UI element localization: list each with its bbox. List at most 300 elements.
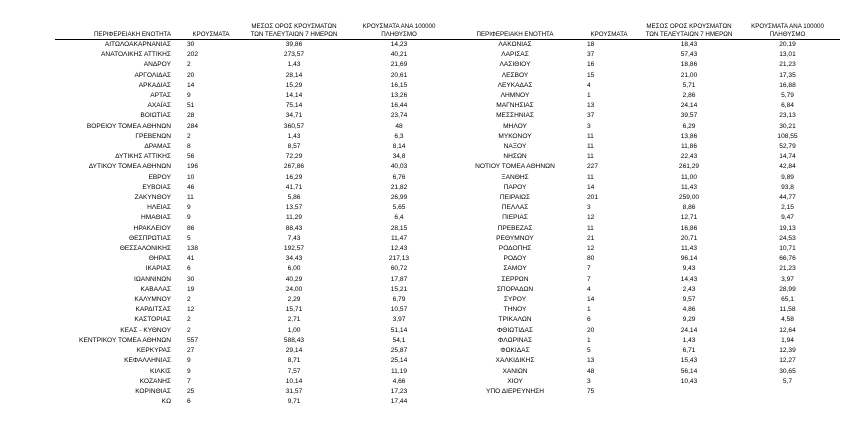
table-row: [455, 40, 840, 51]
per100k-cell: 48: [395, 122, 403, 130]
table-row: [55, 346, 455, 356]
avg7-cell: 12,71: [680, 214, 698, 222]
per100k-cell: 14,74: [779, 153, 796, 161]
table-row: [55, 152, 455, 162]
region-cell: ΣΥΡΟΥ: [503, 296, 527, 304]
avg7-cell: 13,86: [680, 132, 698, 140]
region-cell: ΘΕΣΣΑΛΟΝΙΚΗΣ: [119, 245, 171, 253]
cases-cell: 19: [187, 285, 195, 293]
cases-cell: 14: [187, 81, 195, 89]
per100k-cell: 17,23: [390, 387, 408, 395]
per100k-cell: 16,15: [390, 81, 408, 89]
avg7-cell: 34,43: [285, 255, 303, 263]
cases-cell: 12: [587, 214, 595, 222]
table-row: [55, 203, 455, 213]
cases-cell: 28: [187, 112, 195, 120]
cases-cell: 227: [587, 163, 599, 171]
right-header-cases: ΚΡΟΥΣΜΑΤΑ: [575, 14, 643, 40]
per100k-cell: 51,14: [390, 326, 408, 334]
avg7-cell: 8,71: [287, 357, 301, 365]
region-cell: ΚΕΝΤΡΙΚΟΥ ΤΟΜΕΑ ΑΘΗΝΩΝ: [79, 336, 171, 344]
avg7-cell: 20,71: [680, 234, 698, 242]
region-cell: ΔΥΤΙΚΗΣ ΑΤΤΙΚΗΣ: [115, 153, 171, 161]
avg7-cell: 261,29: [678, 163, 700, 171]
cases-cell: 20: [187, 71, 195, 79]
region-cell: ΔΥΤΙΚΟΥ ΤΟΜΕΑ ΑΘΗΝΩΝ: [88, 163, 171, 171]
per100k-cell: 23,74: [390, 112, 408, 120]
table-row: [455, 71, 840, 81]
table-row: [455, 111, 840, 121]
cases-cell: 13: [587, 102, 595, 110]
per100k-cell: 25,14: [390, 357, 408, 365]
cases-cell: 11: [587, 153, 594, 161]
per100k-cell: 8,14: [392, 143, 406, 151]
table-row: [455, 122, 840, 132]
avg7-cell: 10,43: [680, 377, 698, 385]
table-row: [55, 122, 455, 132]
per100k-cell: 16,88: [779, 81, 796, 89]
cases-cell: 284: [187, 122, 199, 130]
per100k-cell: 16,44: [390, 102, 408, 110]
left-header-region: ΠΕΡΙΦΕΡΕΙΑΚΗ ΕΝΟΤΗΤΑ: [55, 14, 177, 40]
table-row: [455, 162, 840, 172]
per100k-cell: 24,53: [779, 234, 796, 242]
per100k-cell: 6,3: [394, 132, 404, 140]
cases-cell: 8: [187, 143, 191, 151]
region-cell: ΚΟΡΙΝΘΙΑΣ: [135, 387, 171, 395]
region-cell: ΒΟΡΕΙΟΥ ΤΟΜΕΑ ΑΘΗΝΩΝ: [86, 122, 171, 130]
per100k-cell: 40,03: [390, 163, 408, 171]
cases-cell: 1: [587, 92, 591, 100]
cases-cell: 6: [187, 398, 191, 406]
region-cell: ΒΟΙΩΤΙΑΣ: [140, 112, 171, 120]
per100k-cell: 5,79: [781, 92, 794, 100]
table-row: [455, 315, 840, 325]
per100k-cell: 11,47: [390, 234, 407, 242]
region-cell: ΛΕΣΒΟΥ: [501, 71, 529, 79]
region-cell: ΣΑΜΟΥ: [503, 265, 527, 273]
cases-cell: 12: [587, 245, 595, 253]
per100k-cell: 54,1: [392, 336, 406, 344]
cases-cell: 20: [587, 326, 595, 334]
per100k-cell: 34,8: [392, 153, 406, 161]
avg7-cell: 6,29: [682, 122, 696, 130]
table-row: [455, 377, 840, 387]
per100k-cell: 5,7: [782, 377, 793, 385]
region-cell: ΛΑΣΙΘΙΟΥ: [499, 61, 531, 69]
table-row: [55, 183, 455, 193]
avg7-cell: 273,57: [283, 51, 305, 59]
table-row: [455, 346, 840, 356]
region-cell: ΘΕΣΠΡΩΤΙΑΣ: [128, 234, 171, 242]
avg7-cell: 2,71: [287, 316, 301, 324]
table-row: [55, 132, 455, 142]
table-row: [55, 285, 455, 295]
avg7-cell: 22,43: [680, 153, 698, 161]
table-row: [55, 224, 455, 234]
cases-cell: 51: [187, 102, 195, 110]
region-cell: ΜΗΛΟΥ: [503, 122, 527, 130]
table-row: [55, 377, 455, 387]
per100k-cell: 66,76: [779, 255, 796, 263]
avg7-cell: 18,86: [680, 61, 698, 69]
table-row: [55, 193, 455, 203]
avg7-cell: 18,43: [680, 41, 698, 48]
region-cell: ΛΑΚΩΝΙΑΣ: [498, 41, 532, 48]
cases-cell: 7: [587, 275, 591, 283]
per100k-cell: 93,8: [781, 183, 794, 191]
cases-cell: 9: [187, 92, 191, 100]
table-row: [55, 244, 455, 254]
region-cell: ΡΟΔΟΠΗΣ: [498, 245, 532, 253]
region-cell: ΕΒΡΟΥ: [148, 173, 171, 181]
right-table-block: [455, 14, 840, 397]
region-cell: ΤΡΙΚΑΛΩΝ: [498, 316, 532, 324]
region-cell: ΡΟΔΟΥ: [503, 255, 527, 263]
right-header-region: ΠΕΡΙΦΕΡΕΙΑΚΗ ΕΝΟΤΗΤΑ: [455, 14, 575, 40]
table-row: [455, 60, 840, 70]
region-cell: ΕΥΒΟΙΑΣ: [142, 183, 171, 191]
avg7-cell: 24,14: [680, 102, 698, 110]
cases-cell: 46: [187, 183, 195, 191]
per100k-cell: 52,79: [779, 143, 796, 151]
per100k-cell: 6,76: [392, 173, 406, 181]
region-cell: ΚΕΡΚΥΡΑΣ: [136, 347, 171, 355]
per100k-cell: 28,99: [779, 285, 796, 293]
avg7-cell: 15,29: [285, 81, 303, 89]
cases-cell: 2: [187, 132, 191, 140]
per100k-cell: 21,82: [390, 183, 408, 191]
cases-cell: 2: [187, 316, 191, 324]
per100k-cell: 5,65: [392, 204, 406, 212]
cases-cell: 3: [587, 204, 591, 212]
per100k-cell: 21,23: [779, 61, 796, 69]
avg7-cell: 267,86: [283, 163, 305, 171]
per100k-cell: 4,58: [781, 316, 794, 324]
avg7-cell: [643, 387, 735, 397]
per100k-cell: 3,97: [781, 275, 794, 283]
per100k-cell: 217,13: [388, 255, 410, 263]
avg7-cell: 2,43: [682, 285, 696, 293]
table-row: [55, 71, 455, 81]
cases-cell: 25: [187, 387, 195, 395]
region-cell: ΗΜΑΘΙΑΣ: [141, 214, 171, 222]
region-cell: ΡΕΘΥΜΝΟΥ: [496, 234, 534, 242]
avg7-cell: 9,57: [682, 296, 696, 304]
avg7-cell: 192,57: [283, 245, 305, 253]
avg7-cell: 5,86: [287, 194, 301, 202]
region-cell: ΜΑΓΝΗΣΙΑΣ: [496, 102, 534, 110]
avg7-cell: 14,14: [285, 92, 303, 100]
cases-cell: 7: [187, 377, 191, 385]
region-cell: ΝΟΤΙΟΥ ΤΟΜΕΑ ΑΘΗΝΩΝ: [475, 163, 555, 171]
avg7-cell: 11,29: [285, 214, 302, 222]
cases-cell: 30: [187, 41, 195, 48]
per100k-cell: 4,66: [392, 377, 406, 385]
avg7-cell: 8,86: [682, 204, 696, 212]
avg7-cell: 1,43: [287, 61, 301, 69]
avg7-cell: 9,43: [682, 265, 696, 273]
avg7-cell: 11,00: [680, 173, 697, 181]
cases-cell: 14: [587, 183, 595, 191]
per100k-cell: 25,87: [390, 347, 408, 355]
avg7-cell: 1,43: [287, 132, 301, 140]
cases-cell: 6: [187, 265, 191, 273]
region-cell: ΑΡΤΑΣ: [150, 92, 171, 100]
avg7-cell: 259,00: [678, 194, 700, 202]
region-cell: ΦΛΩΡΙΝΑΣ: [497, 336, 533, 344]
cases-cell: 15: [587, 71, 595, 79]
region-cell: ΘΗΡΑΣ: [148, 255, 171, 263]
table-row: [55, 367, 455, 377]
avg7-cell: 29,14: [285, 347, 303, 355]
left-header-row: [55, 14, 455, 40]
per100k-cell: 11,58: [779, 306, 796, 314]
cases-cell: 5: [187, 234, 191, 242]
per100k-cell: 13,01: [779, 51, 796, 59]
region-cell: ΠΑΡΟΥ: [503, 183, 527, 191]
region-cell: ΚΕΦΑΛΛΗΝΙΑΣ: [124, 357, 171, 365]
cases-cell: 37: [587, 112, 595, 120]
cases-cell: 11: [587, 132, 594, 140]
cases-cell: 4: [587, 81, 591, 89]
per100k-cell: 1,94: [781, 336, 794, 344]
table-row: [55, 162, 455, 172]
region-cell: ΔΡΑΜΑΣ: [144, 143, 171, 151]
table-row: [455, 101, 840, 111]
avg7-cell: 16,86: [680, 224, 698, 232]
table-row: [455, 356, 840, 366]
cases-cell: 9: [187, 367, 191, 375]
table-row: [455, 254, 840, 264]
per100k-cell: 12,39: [779, 347, 796, 355]
region-cell: ΚΑΒΑΛΑΣ: [140, 285, 171, 293]
table-row: [55, 387, 455, 397]
cases-cell: 12: [187, 306, 195, 314]
region-cell: ΤΗΝΟΥ: [503, 306, 527, 314]
per100k-cell: 28,15: [390, 224, 408, 232]
cases-cell: 201: [587, 194, 599, 202]
region-cell: ΛΑΡΙΣΑΣ: [501, 51, 529, 59]
avg7-cell: 21,00: [680, 71, 698, 79]
cases-cell: 37: [587, 51, 595, 59]
left-header-avg7: ΜΕΣΟΣ ΟΡΟΣ ΚΡΟΥΣΜΑΤΩΝ ΤΩΝ ΤΕΛΕΥΤΑΙΩΝ 7 ΗΜΕΡΩΝ: [245, 14, 343, 40]
per100k-cell: 20,19: [779, 41, 796, 48]
table-row: [55, 305, 455, 315]
table-row: [455, 285, 840, 295]
region-cell: ΜΕΣΣΗΝΙΑΣ: [496, 112, 534, 120]
region-cell: ΣΕΡΡΩΝ: [501, 275, 529, 283]
avg7-cell: 34,71: [285, 112, 303, 120]
region-cell: ΣΠΟΡΑΔΩΝ: [496, 285, 534, 293]
region-cell: ΞΑΝΘΗΣ: [501, 173, 529, 181]
per100k-cell: 21,69: [390, 61, 408, 69]
per100k-cell: 10,71: [779, 245, 796, 253]
region-cell: ΖΑΚΥΝΘΟΥ: [134, 194, 171, 202]
avg7-cell: 57,43: [680, 51, 698, 59]
avg7-cell: 2,29: [287, 296, 301, 304]
cases-cell: 18: [587, 41, 595, 48]
per100k-cell: 6,4: [394, 214, 404, 222]
table-row: [55, 173, 455, 183]
cases-cell: 48: [587, 367, 595, 375]
region-cell: ΚΕΑΣ - ΚΥΘΝΟΥ: [120, 326, 171, 334]
avg7-cell: 2,86: [682, 92, 696, 100]
cases-cell: 7: [587, 265, 591, 273]
region-cell: ΦΘΙΩΤΙΔΑΣ: [497, 326, 533, 334]
region-cell: ΗΡΑΚΛΕΙΟΥ: [133, 224, 171, 232]
region-cell: ΜΥΚΟΝΟΥ: [498, 132, 532, 140]
table-row: [55, 50, 455, 60]
region-cell: ΑΡΚΑΔΙΑΣ: [138, 81, 171, 89]
avg7-cell: 39,57: [680, 112, 698, 120]
per100k-cell: 6,79: [392, 296, 406, 304]
region-cell: ΝΗΣΩΝ: [503, 153, 527, 161]
per100k-cell: 30,21: [779, 122, 796, 130]
table-row: [455, 142, 840, 152]
cases-cell: 9: [187, 204, 191, 212]
per100k-cell: 12,27: [779, 357, 796, 365]
avg7-cell: 5,71: [682, 81, 696, 89]
avg7-cell: 6,00: [287, 265, 301, 273]
cases-cell: 56: [187, 153, 195, 161]
per100k-cell: 2,15: [781, 204, 794, 212]
left-header-per100k: ΚΡΟΥΣΜΑΤΑ ΑΝΑ 100000 ΠΛΗΘΥΣΜΟ: [343, 14, 455, 40]
avg7-cell: 40,29: [285, 275, 303, 283]
left-table: [55, 14, 455, 407]
per100k-cell: 23,13: [779, 112, 796, 120]
per100k-cell: 44,77: [779, 194, 796, 202]
table-row: [55, 213, 455, 223]
region-cell: ΚΙΛΚΙΣ: [150, 367, 171, 375]
avg7-cell: 1,43: [682, 336, 696, 344]
per100k-cell: 13,26: [390, 92, 408, 100]
region-cell: ΝΑΞΟΥ: [503, 143, 527, 151]
avg7-cell: 9,71: [287, 398, 301, 406]
table-row: [455, 275, 840, 285]
table-row: [455, 244, 840, 254]
table-row: [55, 101, 455, 111]
table-row: [455, 295, 840, 305]
per100k-cell: 11,19: [390, 367, 407, 375]
per100k-cell: 19,13: [779, 224, 796, 232]
avg7-cell: 88,43: [285, 224, 303, 232]
table-row: [55, 326, 455, 336]
avg7-cell: 360,57: [283, 122, 305, 130]
cases-cell: 41: [187, 255, 195, 263]
avg7-cell: 7,57: [287, 367, 301, 375]
cases-cell: 2: [187, 296, 191, 304]
region-cell: ΗΛΕΙΑΣ: [147, 204, 171, 212]
per100k-cell: 9,89: [781, 173, 794, 181]
table-row: [455, 213, 840, 223]
right-header-row: [455, 14, 840, 40]
table-row: [455, 132, 840, 142]
region-cell: ΚΑΛΥΜΝΟΥ: [134, 296, 171, 304]
avg7-cell: 24,14: [680, 326, 698, 334]
table-row: [455, 183, 840, 193]
per100k-cell: 21,23: [779, 265, 796, 273]
per100k-cell: 15,21: [390, 285, 408, 293]
cases-cell: 16: [587, 61, 595, 69]
per100k-cell: 42,84: [779, 163, 796, 171]
cases-cell: 86: [187, 224, 195, 232]
right-header-per100k: ΚΡΟΥΣΜΑΤΑ ΑΝΑ 100000 ΠΛΗΘΥΣΜΟ: [735, 14, 840, 40]
per100k-cell: 17,87: [390, 275, 408, 283]
per100k-cell: 10,57: [390, 306, 408, 314]
region-cell: ΑΧΑΪΑΣ: [147, 102, 171, 110]
avg7-cell: 41,71: [285, 183, 303, 191]
table-row: [455, 173, 840, 183]
avg7-cell: 6,71: [682, 347, 696, 355]
table-row: [455, 264, 840, 274]
table-row: [55, 234, 455, 244]
region-cell: ΠΡΕΒΕΖΑΣ: [497, 224, 533, 232]
avg7-cell: 9,29: [682, 316, 696, 324]
table-row: [455, 203, 840, 213]
avg7-cell: 1,00: [287, 326, 301, 334]
cases-cell: 2: [187, 61, 191, 69]
table-row: [455, 152, 840, 162]
region-cell: ΠΙΕΡΙΑΣ: [502, 214, 528, 222]
table-row: [455, 336, 840, 346]
right-table-body: [455, 40, 840, 398]
per100k-cell: 17,44: [390, 398, 408, 406]
region-cell: ΛΕΥΚΑΔΑΣ: [497, 81, 533, 89]
avg7-cell: 588,43: [283, 336, 305, 344]
avg7-cell: 39,86: [285, 41, 303, 48]
per100k-cell: 60,72: [390, 265, 408, 273]
avg7-cell: 96,14: [680, 255, 698, 263]
avg7-cell: 15,43: [680, 357, 698, 365]
region-cell: ΠΕΙΡΑΙΩΣ: [499, 194, 531, 202]
avg7-cell: 14,43: [680, 275, 698, 283]
table-row: [55, 91, 455, 101]
region-cell: ΧΑΝΙΩΝ: [502, 367, 528, 375]
per100k-cell: 65,1: [781, 296, 794, 304]
cases-cell: 75: [587, 387, 595, 395]
table-row: [55, 275, 455, 285]
cases-cell: 27: [187, 347, 195, 355]
per100k-cell: 20,61: [390, 71, 408, 79]
table-row: [55, 295, 455, 305]
table-row: [55, 60, 455, 70]
avg7-cell: 11,86: [680, 143, 697, 151]
right-table: [455, 14, 840, 397]
cases-cell: 138: [187, 245, 199, 253]
region-cell: ΧΑΛΚΙΔΙΚΗΣ: [495, 357, 535, 365]
region-cell: ΚΟΖΑΝΗΣ: [139, 377, 171, 385]
cases-cell: 1: [587, 336, 591, 344]
table-row: [55, 40, 455, 51]
table-row: [55, 315, 455, 325]
avg7-cell: 11,43: [680, 245, 697, 253]
cases-cell: 196: [187, 163, 199, 171]
per100k-cell: [735, 387, 840, 397]
avg7-cell: 10,14: [285, 377, 303, 385]
table-row: [55, 142, 455, 152]
per100k-cell: 17,35: [779, 71, 796, 79]
cases-cell: 557: [187, 336, 199, 344]
cases-cell: 10: [187, 173, 195, 181]
cases-cell: 30: [187, 275, 195, 283]
left-table-block: [55, 14, 455, 407]
per100k-cell: 12,43: [390, 245, 408, 253]
region-cell: ΦΩΚΙΔΑΣ: [500, 347, 530, 355]
cases-cell: 1: [587, 306, 591, 314]
table-row: [455, 91, 840, 101]
region-cell: ΠΕΛΛΑΣ: [501, 204, 529, 212]
